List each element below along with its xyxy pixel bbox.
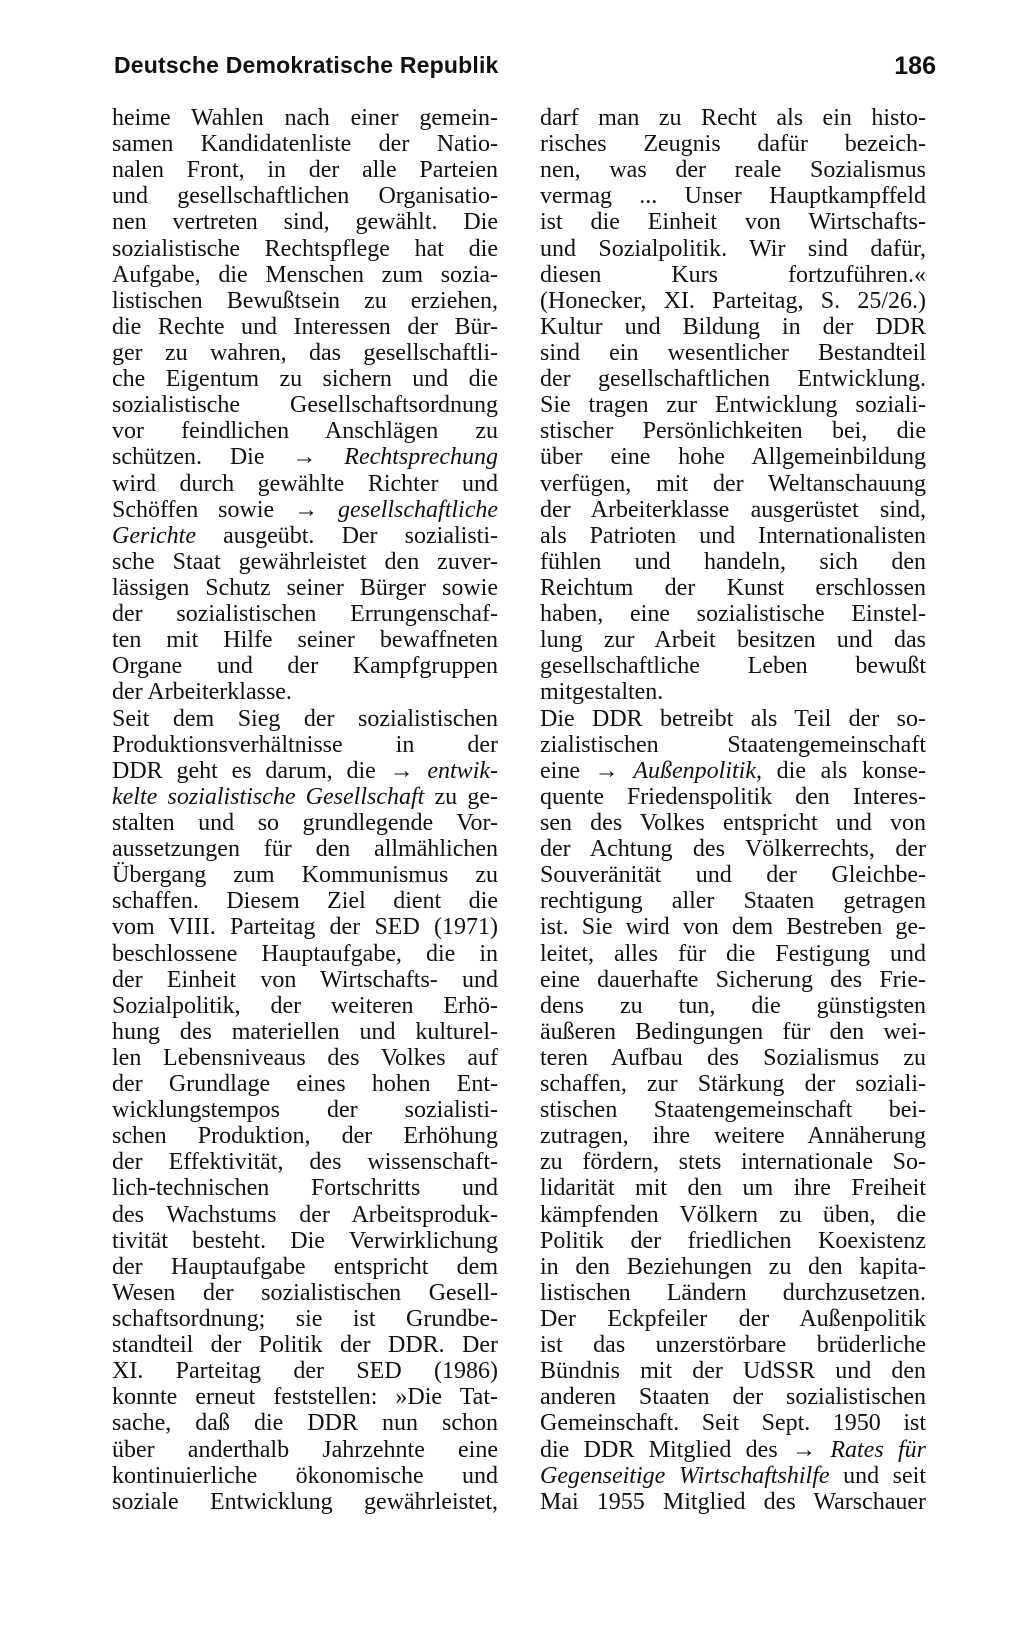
text-line <box>112 1097 498 1123</box>
text-segment: , die als konse- <box>755 757 926 784</box>
text-line <box>112 862 498 888</box>
text-line <box>112 1123 498 1149</box>
text-segment: fühlen und handeln, sich den <box>540 548 926 575</box>
text-segment: schen Produktion, der Erhöhung <box>112 1123 498 1150</box>
text-line <box>112 758 498 784</box>
text-line <box>112 1071 498 1097</box>
cross-reference-arrow-icon: → <box>594 757 634 784</box>
text-line <box>112 914 498 940</box>
text-segment: (Honecker, XI. Parteitag, S. 25/26.) <box>540 287 926 314</box>
text-segment: stischer Persönlichkeiten bei, die <box>540 418 926 445</box>
text-segment: der Arbeiterklasse. <box>112 679 292 706</box>
text-line <box>540 1384 926 1410</box>
text-line <box>112 1228 498 1254</box>
text-line <box>540 1358 926 1384</box>
cross-reference: Gerichte <box>112 522 196 549</box>
text-line <box>540 209 926 235</box>
text-line <box>540 262 926 288</box>
text-line <box>112 1463 498 1489</box>
text-line <box>540 183 926 209</box>
text-line <box>540 941 926 967</box>
text-segment: der Arbeiterklasse ausgerüstet sind, <box>540 496 926 523</box>
text-line <box>112 601 498 627</box>
text-segment: der Hauptaufgabe entspricht dem <box>112 1253 498 1280</box>
text-segment: lich-technischen Fortschritts und <box>112 1175 498 1202</box>
text-line <box>112 627 498 653</box>
text-segment: vermag ... Unser Hauptkampffeld <box>540 183 926 210</box>
text-segment: ger zu wahren, das gesellschaftli- <box>112 339 498 366</box>
text-segment: zutragen, ihre weitere Annäherung <box>540 1123 926 1150</box>
text-line <box>112 444 498 470</box>
cross-reference: Gegenseitige Wirtschaftshilfe <box>540 1462 830 1489</box>
text-line <box>112 941 498 967</box>
text-segment: lung zur Arbeit besitzen und das <box>540 627 926 654</box>
text-segment: ausgeübt. Der sozialisti- <box>195 522 498 549</box>
cross-reference: Rates für <box>830 1436 926 1463</box>
text-segment: sind ein wesentlicher Bestandteil <box>540 339 926 366</box>
text-segment: aussetzungen für den allmählichen <box>112 836 498 863</box>
text-line <box>540 993 926 1019</box>
text-segment: lässigen Schutz seiner Bürger sowie <box>112 574 498 601</box>
text-line <box>540 1280 926 1306</box>
text-line <box>112 1175 498 1201</box>
text-segment: stalten und so grundlegende Vor- <box>112 809 498 836</box>
text-segment: der Effektivität, des wissenschaft- <box>112 1149 498 1176</box>
text-line <box>540 497 926 523</box>
text-line <box>540 706 926 732</box>
text-line <box>540 471 926 497</box>
text-segment: über anderthalb Jahrzehnte eine <box>112 1436 498 1463</box>
text-segment: Bündnis mit der UdSSR und den <box>540 1358 926 1385</box>
text-line <box>112 784 498 810</box>
text-segment: Sozialpolitik, der weiteren Erhö- <box>112 992 498 1019</box>
text-segment: sozialistische Rechtspflege hat die <box>112 235 498 262</box>
text-segment: Produktionsverhältnisse in der <box>112 731 498 758</box>
text-line <box>112 262 498 288</box>
text-segment: ist das unzerstörbare brüderliche <box>540 1332 926 1359</box>
text-segment: Organe und der Kampfgruppen <box>112 653 498 680</box>
text-segment: stischen Staatengemeinschaft bei- <box>540 1097 926 1124</box>
text-segment: wird durch gewählte Richter und <box>112 470 498 497</box>
text-line <box>540 1123 926 1149</box>
text-segment: kontinuierliche ökonomische und <box>112 1462 498 1489</box>
text-segment: listischen Ländern durchzusetzen. <box>540 1279 926 1306</box>
text-segment: konnte erneut feststellen: »Die Tat- <box>112 1384 498 1411</box>
text-line <box>540 1306 926 1332</box>
text-line <box>112 392 498 418</box>
text-line <box>540 366 926 392</box>
text-segment: und gesellschaftlichen Organisatio- <box>112 183 498 210</box>
text-line <box>540 653 926 679</box>
text-column-right <box>540 105 926 1515</box>
cross-reference: Rechtsprechung <box>344 444 498 471</box>
text-line <box>540 549 926 575</box>
text-line <box>112 1384 498 1410</box>
text-segment: che Eigentum zu sichern und die <box>112 366 498 393</box>
cross-reference-arrow-icon: → <box>292 444 345 471</box>
text-segment: quente Friedenspolitik den Interes- <box>540 783 926 810</box>
text-segment: teren Aufbau des Sozialismus zu <box>540 1044 926 1071</box>
text-line <box>540 392 926 418</box>
text-line <box>112 105 498 131</box>
text-line <box>112 418 498 444</box>
text-line <box>112 1410 498 1436</box>
text-segment: mitgestalten. <box>540 679 664 706</box>
text-line <box>112 340 498 366</box>
text-line <box>540 236 926 262</box>
text-segment: Kultur und Bildung in der DDR <box>540 313 926 340</box>
text-line <box>540 758 926 784</box>
text-segment: der Achtung des Völkerrechts, der <box>540 836 926 863</box>
text-line <box>112 314 498 340</box>
text-line <box>540 340 926 366</box>
text-segment: und seit <box>829 1462 926 1489</box>
text-segment: heime Wahlen nach einer gemein- <box>112 105 498 131</box>
text-segment: nen vertreten sind, gewählt. Die <box>112 209 498 236</box>
text-segment: nen, was der reale Sozialismus <box>540 157 926 184</box>
text-segment: verfügen, mit der Weltanschauung <box>540 470 926 497</box>
text-segment: sche Staat gewährleistet den zuver- <box>112 548 498 575</box>
text-line <box>112 157 498 183</box>
text-line <box>540 888 926 914</box>
text-line <box>112 732 498 758</box>
text-line <box>540 1149 926 1175</box>
text-line <box>540 131 926 157</box>
text-segment: der Einheit von Wirtschafts- und <box>112 966 498 993</box>
text-segment: Schöffen sowie <box>112 496 295 523</box>
text-line <box>112 1306 498 1332</box>
text-segment: schaffen. Diesem Ziel dient die <box>112 888 498 915</box>
cross-reference-arrow-icon: → <box>294 496 339 523</box>
text-segment: darf man zu Recht als ein histo- <box>540 105 926 131</box>
text-segment: wicklungstempos der sozialisti- <box>112 1097 498 1124</box>
text-line <box>540 601 926 627</box>
running-header-title: Deutsche Demokratische Republik <box>114 52 499 78</box>
text-line <box>112 1202 498 1228</box>
text-segment: Politik der friedlichen Koexistenz <box>540 1227 926 1254</box>
text-segment: tivität besteht. Die Verwirklichung <box>112 1227 498 1254</box>
text-segment: schaftsordnung; sie ist Grundbe- <box>112 1306 498 1333</box>
text-line <box>112 131 498 157</box>
text-segment: der gesellschaftlichen Entwicklung. <box>540 366 926 393</box>
text-segment: sen des Volkes entspricht und von <box>540 809 926 836</box>
text-line <box>540 1332 926 1358</box>
text-segment: Sie tragen zur Entwicklung soziali- <box>540 392 926 419</box>
text-segment: schützen. Die <box>112 444 293 471</box>
text-segment: ten mit Hilfe seiner bewaffneten <box>112 627 498 654</box>
text-line <box>112 1358 498 1384</box>
text-line <box>540 1410 926 1436</box>
text-segment: dens zu tun, die günstigsten <box>540 992 926 1019</box>
text-line <box>112 1437 498 1463</box>
text-segment: gesellschaftliche Leben bewußt <box>540 653 926 680</box>
text-line <box>540 1175 926 1201</box>
text-line <box>540 105 926 131</box>
page-number: 186 <box>894 52 936 80</box>
text-segment: des Wachstums der Arbeitsproduk- <box>112 1201 498 1228</box>
text-segment: Gemeinschaft. Seit Sept. 1950 ist <box>540 1410 926 1437</box>
text-segment: zu ge- <box>424 783 498 810</box>
text-line <box>540 523 926 549</box>
text-line <box>540 444 926 470</box>
text-segment: Die DDR betreibt als Teil der so- <box>540 705 926 732</box>
text-line <box>540 288 926 314</box>
cross-reference-arrow-icon: → <box>792 1436 831 1463</box>
text-segment: diesen Kurs fortzuführen.« <box>540 261 926 288</box>
text-line <box>112 679 498 705</box>
text-segment: rechtigung aller Staaten getragen <box>540 888 926 915</box>
text-line <box>112 549 498 575</box>
text-line <box>540 627 926 653</box>
text-line <box>540 967 926 993</box>
text-line <box>540 1202 926 1228</box>
text-line <box>540 784 926 810</box>
text-segment: anderen Staaten der sozialistischen <box>540 1384 926 1411</box>
text-line <box>540 1019 926 1045</box>
text-line <box>112 1045 498 1071</box>
text-segment: vor feindlichen Anschlägen zu <box>112 418 498 445</box>
text-segment: Wesen der sozialistischen Gesell- <box>112 1279 498 1306</box>
text-segment: Seit dem Sieg der sozialistischen <box>112 705 498 732</box>
text-line <box>540 157 926 183</box>
text-segment: äußeren Bedingungen für den wei- <box>540 1018 926 1045</box>
text-line <box>540 1071 926 1097</box>
text-segment: vom VIII. Parteitag der SED (1971) <box>112 914 498 941</box>
text-segment: listischen Bewußtsein zu erziehen, <box>112 287 498 314</box>
text-segment: risches Zeugnis dafür bezeich- <box>540 131 926 158</box>
text-line <box>540 1045 926 1071</box>
text-segment: die DDR Mitglied des <box>540 1436 792 1463</box>
text-line <box>112 183 498 209</box>
text-segment: haben, eine sozialistische Einstel- <box>540 601 926 628</box>
text-line <box>540 679 926 705</box>
text-segment: sozialistische Gesellschaftsordnung <box>112 392 498 419</box>
text-line <box>540 418 926 444</box>
text-line <box>112 1489 498 1515</box>
text-line <box>540 836 926 862</box>
text-line <box>540 732 926 758</box>
text-segment: eine dauerhafte Sicherung des Frie- <box>540 966 926 993</box>
text-line <box>112 993 498 1019</box>
text-line <box>540 810 926 836</box>
text-segment: len Lebensniveaus des Volkes auf <box>112 1044 498 1071</box>
text-line <box>112 523 498 549</box>
text-segment: in den Beziehungen zu den kapita- <box>540 1253 926 1280</box>
text-line <box>112 236 498 262</box>
text-line <box>112 888 498 914</box>
text-segment: eine <box>540 757 595 784</box>
text-line <box>112 810 498 836</box>
text-segment: zu fördern, stets internationale So- <box>540 1149 926 1176</box>
text-line <box>112 209 498 235</box>
text-line <box>540 914 926 940</box>
text-line <box>112 1254 498 1280</box>
text-segment: zialistischen Staatengemeinschaft <box>540 731 926 758</box>
text-line <box>540 1437 926 1463</box>
text-segment: ist die Einheit von Wirtschafts- <box>540 209 926 236</box>
cross-reference: entwik- <box>427 757 498 784</box>
text-line <box>112 288 498 314</box>
text-line <box>540 1463 926 1489</box>
text-segment: Aufgabe, die Menschen zum sozia- <box>112 261 498 288</box>
text-segment: soziale Entwicklung gewährleistet, <box>112 1488 498 1515</box>
text-line <box>540 1254 926 1280</box>
text-segment: hung des materiellen und kulturel- <box>112 1018 498 1045</box>
text-line <box>112 1332 498 1358</box>
text-segment: nalen Front, in der alle Parteien <box>112 157 498 184</box>
text-segment: standteil der Politik der DDR. Der <box>112 1332 498 1359</box>
text-segment: als Patrioten und Internationalisten <box>540 522 926 549</box>
text-line <box>540 862 926 888</box>
text-segment: Souveränität und der Gleichbe- <box>540 862 926 889</box>
text-line <box>112 967 498 993</box>
text-segment: leitet, alles für die Festigung und <box>540 940 926 967</box>
text-segment: XI. Parteitag der SED (1986) <box>112 1358 498 1385</box>
text-segment: Reichtum der Kunst erschlossen <box>540 574 926 601</box>
text-segment: kämpfenden Völkern zu üben, die <box>540 1201 926 1228</box>
cross-reference-arrow-icon: → <box>389 757 428 784</box>
cross-reference: Außenpolitik <box>633 757 756 784</box>
text-segment: die Rechte und Interessen der Bür- <box>112 313 498 340</box>
text-segment: Mai 1955 Mitglied des Warschauer <box>540 1488 926 1515</box>
text-line <box>540 1097 926 1123</box>
text-line <box>112 1019 498 1045</box>
text-segment: ist. Sie wird von dem Bestreben ge- <box>540 914 926 941</box>
text-line <box>112 1280 498 1306</box>
text-column-left <box>112 105 498 1515</box>
cross-reference: kelte sozialistische Gesellschaft <box>112 783 425 810</box>
text-segment: beschlossene Hauptaufgabe, die in <box>112 940 498 967</box>
text-segment: schaffen, zur Stärkung der soziali- <box>540 1071 926 1098</box>
text-line <box>112 471 498 497</box>
text-line <box>112 497 498 523</box>
text-segment: der sozialistischen Errungenschaf- <box>112 601 498 628</box>
text-line <box>540 1228 926 1254</box>
text-line <box>112 366 498 392</box>
text-segment: Übergang zum Kommunismus zu <box>112 862 498 889</box>
text-line <box>112 706 498 732</box>
cross-reference: gesellschaftliche <box>338 496 498 523</box>
text-line <box>540 575 926 601</box>
text-segment: lidarität mit den um ihre Freiheit <box>540 1175 926 1202</box>
text-line <box>112 575 498 601</box>
text-segment: der Grundlage eines hohen Ent- <box>112 1071 498 1098</box>
text-segment: DDR geht es darum, die <box>112 757 390 784</box>
text-line <box>112 836 498 862</box>
text-segment: und Sozialpolitik. Wir sind dafür, <box>540 235 926 262</box>
text-segment: sache, daß die DDR nun schon <box>112 1410 498 1437</box>
text-line <box>112 653 498 679</box>
text-line <box>112 1149 498 1175</box>
text-line <box>540 314 926 340</box>
text-segment: Der Eckpfeiler der Außenpolitik <box>540 1306 926 1333</box>
text-segment: über eine hohe Allgemeinbildung <box>540 444 926 471</box>
text-segment: samen Kandidatenliste der Natio- <box>112 131 498 158</box>
text-line <box>540 1489 926 1515</box>
